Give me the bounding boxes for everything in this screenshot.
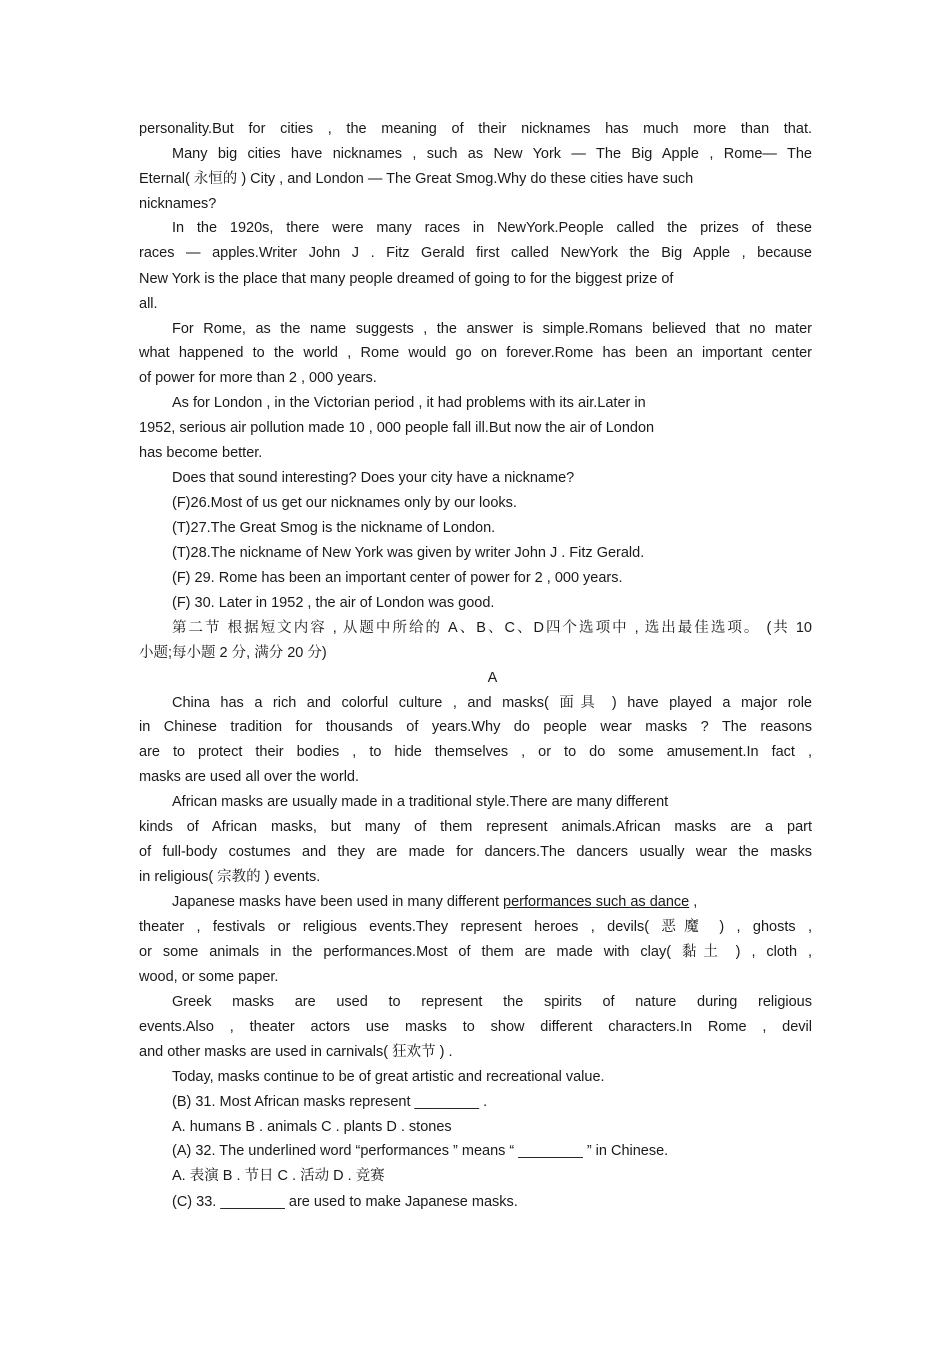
question-31: (B) 31. Most African masks represent ________ . (172, 1094, 488, 1110)
text-line: wood, or some paper. (139, 969, 279, 985)
text-line: all. (139, 296, 158, 312)
answer-line: (T)28.The nickname of New York was given by writer John J . Fitz Gerald. (172, 545, 645, 561)
text-line: China has a rich and colorful culture , and masks( 面具 ) have played a major role (172, 695, 812, 711)
text-line: Does that sound interesting? Does your city have a nickname? (172, 470, 575, 486)
text-line: of power for more than 2 , 000 years. (139, 370, 377, 386)
text-line: events.Also , theater actors use masks to show different characters.In Rome , devil (139, 1019, 812, 1035)
question-32: (A) 32. The underlined word “performances ” means “ ________ ” in Chinese. (172, 1143, 669, 1159)
answer-line: (F) 29. Rome has been an important center of power for 2 , 000 years. (172, 570, 623, 586)
text-line: As for London , in the Victorian period , it had problems with its air.Later in (172, 395, 646, 411)
text-line: Today, masks continue to be of great artistic and recreational value. (172, 1069, 605, 1085)
text-line: are to protect their bodies , to hide themselves , or to do some amusement.In fact , (139, 744, 812, 760)
text-line: Eternal( 永恒的 ) City , and London — The Great Smog.Why do these cities have such (139, 171, 694, 187)
text-line: 1952, serious air pollution made 10 , 000 people fall ill.But now the air of London (139, 420, 655, 436)
section-heading: 小题;每小题 2 分, 满分 20 分) (139, 645, 327, 661)
underlined-word: performances such as dance (503, 894, 690, 910)
answer-line: (F)26.Most of us get our nicknames only by our looks. (172, 495, 517, 511)
answer-line: (T)27.The Great Smog is the nickname of London. (172, 520, 496, 536)
question-33: (C) 33. ________ are used to make Japanese masks. (172, 1194, 518, 1210)
passage-label: A (487, 670, 498, 686)
text-line: nicknames? (139, 196, 217, 212)
text-line: what happened to the world , Rome would go on forever.Rome has been an important center (139, 345, 812, 361)
text-line: kinds of African masks, but many of them represent animals.African masks are a part (139, 819, 812, 835)
text-line: masks are used all over the world. (139, 769, 360, 785)
text-line: Greek masks are used to represent the spirits of nature during religious (172, 994, 812, 1010)
question-31-options: A. humans B . animals C . plants D . stones (172, 1119, 452, 1135)
text-line: For Rome, as the name suggests , the answer is simple.Romans believed that no mater (172, 321, 812, 337)
text-line: has become better. (139, 445, 263, 461)
answer-line: (F) 30. Later in 1952 , the air of London was good. (172, 595, 495, 611)
text-line: of full-body costumes and they are made for dancers.The dancers usually wear the masks (139, 844, 812, 860)
text-line: Many big cities have nicknames , such as New York — The Big Apple , Rome— The (172, 146, 812, 162)
text-line: or some animals in the performances.Most of them are made with clay( 黏土 ) , cloth , (139, 944, 812, 960)
text-line: and other masks are used in carnivals( 狂欢节 ) . (139, 1044, 453, 1060)
section-heading: 第二节 根据短文内容 , 从题中所给的 A、B、C、D四个选项中 , 选出最佳选项。 (共 10 (172, 620, 812, 636)
text-line: in religious( 宗教的 ) events. (139, 869, 321, 885)
text-line: theater , festivals or religious events.They represent heroes , devils( 恶魔 ) , ghosts , (139, 919, 812, 935)
text-line: races — apples.Writer John J . Fitz Gerald first called NewYork the Big Apple , because (139, 245, 812, 261)
text-line: African masks are usually made in a traditional style.There are many different (172, 794, 669, 810)
text-line-underlined: Japanese masks have been used in many different performances such as dance , (172, 894, 698, 910)
text-line: In the 1920s, there were many races in NewYork.People called the prizes of these (172, 220, 812, 236)
text-line: personality.But for cities , the meaning of their nicknames has much more than that. (139, 121, 812, 137)
text-line: in Chinese tradition for thousands of years.Why do people wear masks ? The reasons (139, 719, 812, 735)
question-32-options: A. 表演 B . 节日 C . 活动 D . 竞赛 (172, 1168, 385, 1184)
text-line: New York is the place that many people dreamed of going to for the biggest prize of (139, 271, 674, 287)
